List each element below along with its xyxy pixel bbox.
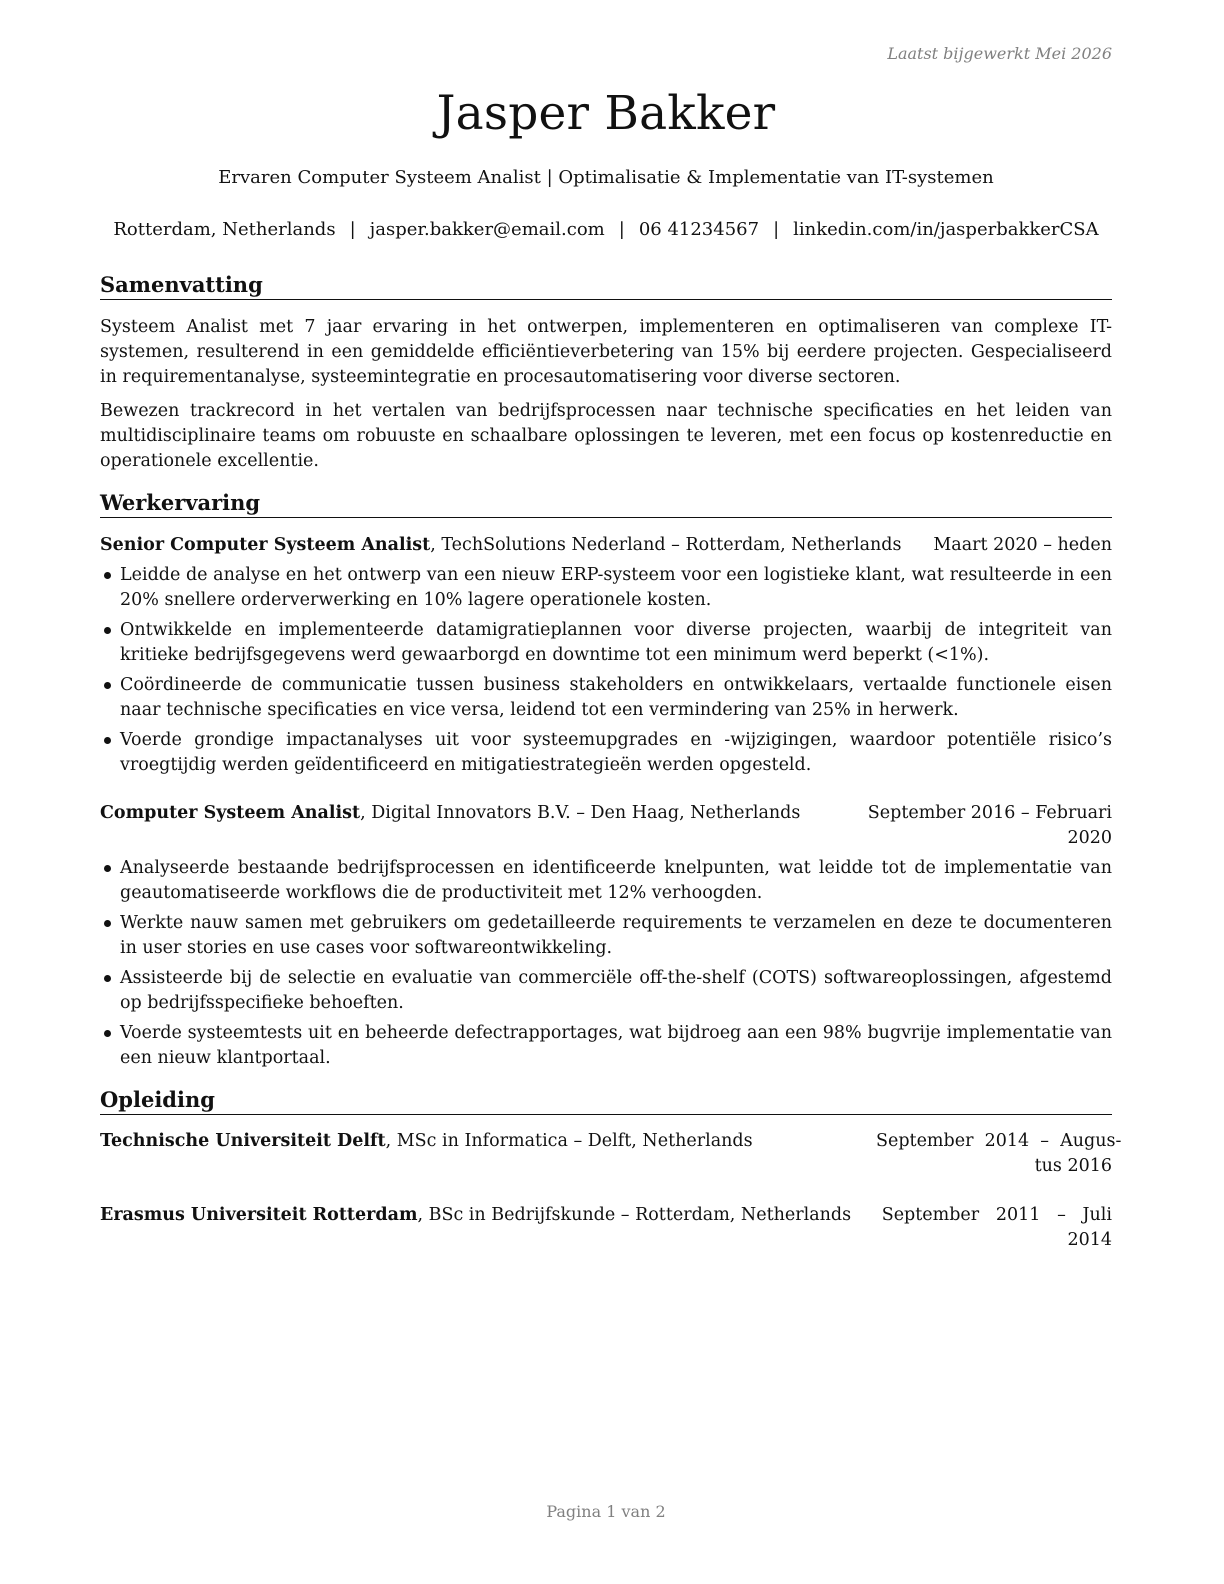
contact-linkedin[interactable]: linkedin.com/in/jasperbakkerCSA [793,219,1099,240]
tagline: Ervaren Computer Systeem Analist | Optimalisatie & Implementatie van IT-systemen [218,167,994,188]
job-bullets [100,563,1112,783]
education-detail: , BSc in Bedrijfskunde – Rotterdam, Netherlands [417,1205,852,1225]
job-bullets [100,856,1112,1076]
contact-line [100,219,1112,240]
list-item: Ontwikkelde en implementeerde datamigratieplannen voor diverse projecten, waarbij de integriteit van kritieke bedrijfsgegevens werd gewaarborgd en downtime tot een minimum werd beperkt (<1%). [100,618,1112,668]
contact-phone: 06 41234567 [638,219,760,240]
page-number: Pagina 1 van 2 [546,1502,666,1521]
contact-location: Rotterdam, Netherlands [113,219,336,240]
education-line [100,1129,876,1179]
job-company: , TechSolutions Nederland – Rotterdam, Netherlands [430,535,902,555]
education-dates-line-2: 2014 [1067,1230,1112,1250]
education-heading: Opleiding [100,1087,1112,1115]
contact-separator: | [618,219,625,240]
job-company: , Digital Innovators B.V. – Den Haag, Netherlands [360,803,801,823]
contact-separator: | [349,219,356,240]
summary-heading: Samenvatting [100,272,1112,300]
contact-email[interactable]: jasper.bakker@email.com [369,219,605,240]
list-item: Assisteerde bij de selectie en evaluatie van commerciële off-the-shelf (COTS) softwareoplossingen, afgestemd op bedrijfsspecifieke behoeften. [100,966,1112,1016]
last-updated: Laatst bijgewerkt Mei 2026 [887,44,1112,63]
candidate-name: Jasper Bakker [436,86,776,141]
education-dates [876,1129,1122,1179]
job-header [100,801,1112,851]
list-item: Werkte nauw samen met gebruikers om gedetailleerde requirements te verzamelen en deze te documenteren in user stories en use cases voor softwareontwikkeling. [100,911,1112,961]
job-title-line [100,801,868,851]
job-dates-line-1: September 2016 – Februari [867,803,1112,823]
job-dates-line-2: 2020 [1067,828,1112,848]
education-dates-line-1: September 2011 – Juli [881,1205,1112,1225]
list-item: Voerde grondige impactanalyses uit voor systeemupgrades en -wijzigingen, waardoor potentiële risico’s vroegtijdig werden geïdentificeerd en mitigatiestrategieën werden opgesteld. [100,728,1112,778]
education-school: Technische Universiteit Delft [100,1131,386,1151]
job-dates [868,801,1112,851]
education-detail: , MSc in Informatica – Delft, Netherlands [385,1131,753,1151]
education-line [100,1203,876,1253]
education-item [100,1203,1112,1253]
summary-paragraph-1: Systeem Analist met 7 jaar ervaring in het ontwerpen, implementeren en optimaliseren van complexe IT-systemen, resulterend in een gemiddelde efficiëntieverbetering van 15% bij eerdere projecten. Gespecialiseerd in requirementanalyse, systeemintegratie en procesautomatisering voor diverse sectoren. [100,317,1112,387]
education-dates-line-2: tus 2016 [1034,1156,1112,1176]
education-dates-line-1: September 2014 – Augus- [876,1131,1122,1151]
list-item: Coördineerde de communicatie tussen business stakeholders en ontwikkelaars, vertaalde functionele eisen naar technische specificaties en vice versa, leidend tot een vermindering van 25% in herwerk. [100,673,1112,723]
job-role: Computer Systeem Analist [100,803,361,823]
list-item: Leidde de analyse en het ontwerp van een nieuw ERP-systeem voor een logistieke klant, wat resulteerde in een 20% snellere orderverwerking en 10% lagere operationele kosten. [100,563,1112,613]
summary-paragraph-2: Bewezen trackrecord in het vertalen van bedrijfsprocessen naar technische specificaties en het leiden van multidisciplinaire teams om robuuste en schaalbare oplossingen te leveren, met een focus op kostenreductie en operationele excellentie. [100,401,1112,471]
job-header [100,533,1112,558]
list-item: Analyseerde bestaande bedrijfsprocessen en identificeerde knelpunten, wat leidde tot de implementatie van geautomatiseerde workflows die de productiviteit met 12% verhoogden. [100,856,1112,906]
education-item [100,1129,1122,1179]
education-school: Erasmus Universiteit Rotterdam [100,1205,418,1225]
contact-separator: | [773,219,780,240]
education-dates [876,1203,1112,1253]
job-title-line [100,533,933,558]
job-dates: Maart 2020 – heden [933,535,1112,555]
list-item: Voerde systeemtests uit en beheerde defectrapportages, wat bijdroeg aan een 98% bugvrije implementatie van een nieuw klantportaal. [100,1021,1112,1071]
experience-heading: Werkervaring [100,490,1112,518]
job-role: Senior Computer Systeem Analist [100,535,431,555]
resume-page [100,0,1122,1584]
